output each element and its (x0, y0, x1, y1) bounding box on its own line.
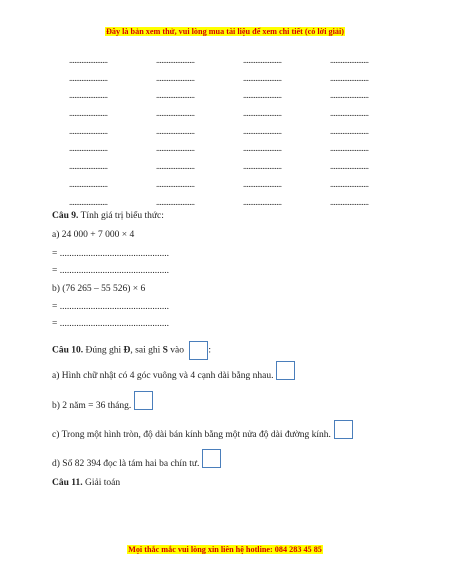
dotted-blank: ...................... (69, 125, 108, 136)
q9-label: Câu 9. (52, 211, 79, 221)
dotted-blank: ...................... (156, 178, 195, 189)
q10-statement-d (52, 458, 221, 470)
q9-b-answer-line-1: = .............................................. (52, 302, 169, 312)
q10-d-text: d) Số 82 394 đọc là tám hai ba chín tư. (52, 459, 200, 469)
q10-c-text: c) Trong một hình tròn, độ dài bán kính bằng một nửa độ dài đường kính. (52, 430, 331, 440)
q10-colon: : (208, 345, 212, 356)
dotted-blank: ...................... (243, 90, 282, 101)
dotted-blank: ...................... (243, 161, 282, 172)
dotted-blank: ...................... (330, 55, 369, 65)
dotted-blank: ...................... (330, 161, 369, 172)
dotted-blank: ...................... (243, 72, 282, 83)
dotted-blank: ...................... (156, 108, 195, 119)
q9-a-answer-line-1: = .............................................. (52, 249, 169, 259)
hotline-banner (0, 545, 450, 554)
answer-box-c[interactable] (334, 420, 353, 439)
dotted-blank: ...................... (69, 143, 108, 154)
q10-a-text: a) Hình chữ nhật có 4 góc vuông và 4 cạnh dài bằng nhau. (52, 371, 274, 381)
q10-text-mid: , sai ghi (130, 345, 161, 356)
q9-part-a: a) 24 000 + 7 000 × 4 (52, 230, 135, 240)
dotted-blank: ...................... (156, 72, 195, 83)
hotline-text: Mọi thắc mắc vui lòng xin liên hệ hotline: 084 283 45 85 (128, 545, 322, 554)
answer-box-b[interactable] (134, 391, 153, 410)
dotted-blank: ...................... (69, 72, 108, 83)
answer-box-d[interactable] (202, 449, 221, 468)
dotted-blank: ...................... (156, 125, 195, 136)
q9-part-b: b) (76 265 – 55 526) × 6 (52, 284, 146, 294)
dotted-blank: ...................... (243, 108, 282, 119)
dotted-blank: ...................... (156, 196, 195, 207)
dotted-blank: ...................... (243, 125, 282, 136)
dotted-blank: ...................... (330, 90, 369, 101)
q11-instruction: Giải toán (85, 478, 121, 488)
q9-b-answer-line-2: = .............................................. (52, 319, 169, 329)
q9-heading (52, 210, 164, 222)
dotted-blank: ...................... (156, 161, 195, 172)
q10-b-text: b) 2 năm = 36 tháng. (52, 401, 132, 411)
preview-notice-banner (0, 27, 450, 36)
dotted-blank: ...................... (69, 178, 108, 189)
q10-heading (52, 341, 211, 360)
q11-label: Câu 11. (52, 478, 83, 488)
dotted-blank: ...................... (69, 196, 108, 207)
dotted-blank: ...................... (330, 143, 369, 154)
answer-box-a[interactable] (276, 361, 295, 380)
q10-d-letter: Đ (123, 345, 131, 356)
q11-heading (52, 477, 120, 489)
dotted-blank: ...................... (330, 72, 369, 83)
q10-text-pre: Đúng ghi (85, 345, 122, 356)
q10-s-letter: S (162, 345, 168, 356)
preview-notice-text: Đây là bản xem thử, vui lòng mua tài liệu để xem chi tiết (có lời giải) (105, 27, 344, 36)
q9-instruction: Tính giá trị biểu thức: (80, 211, 164, 221)
dotted-blank: ...................... (156, 143, 195, 154)
dotted-blank: ...................... (243, 143, 282, 154)
dotted-blank: ...................... (330, 196, 369, 207)
q10-statement-a (52, 370, 295, 382)
dotted-blank: ...................... (69, 90, 108, 101)
dotted-answer-grid (69, 55, 385, 214)
dotted-blank: ...................... (243, 178, 282, 189)
dotted-blank: ...................... (69, 55, 108, 65)
dotted-blank: ...................... (156, 90, 195, 101)
q9-a-answer-line-2: = .............................................. (52, 266, 169, 276)
dotted-blank: ...................... (69, 161, 108, 172)
dotted-blank: ...................... (243, 196, 282, 207)
dotted-blank: ...................... (69, 108, 108, 119)
dotted-blank: ...................... (330, 178, 369, 189)
q10-text-post: vào (170, 345, 184, 356)
dotted-blank: ...................... (330, 125, 369, 136)
q10-statement-b (52, 400, 153, 412)
q10-label: Câu 10. (52, 345, 84, 356)
q10-statement-c (52, 429, 353, 441)
dotted-blank: ...................... (330, 108, 369, 119)
dotted-blank: ...................... (156, 55, 195, 65)
answer-box-example (189, 341, 208, 360)
dotted-blank: ...................... (243, 55, 282, 65)
